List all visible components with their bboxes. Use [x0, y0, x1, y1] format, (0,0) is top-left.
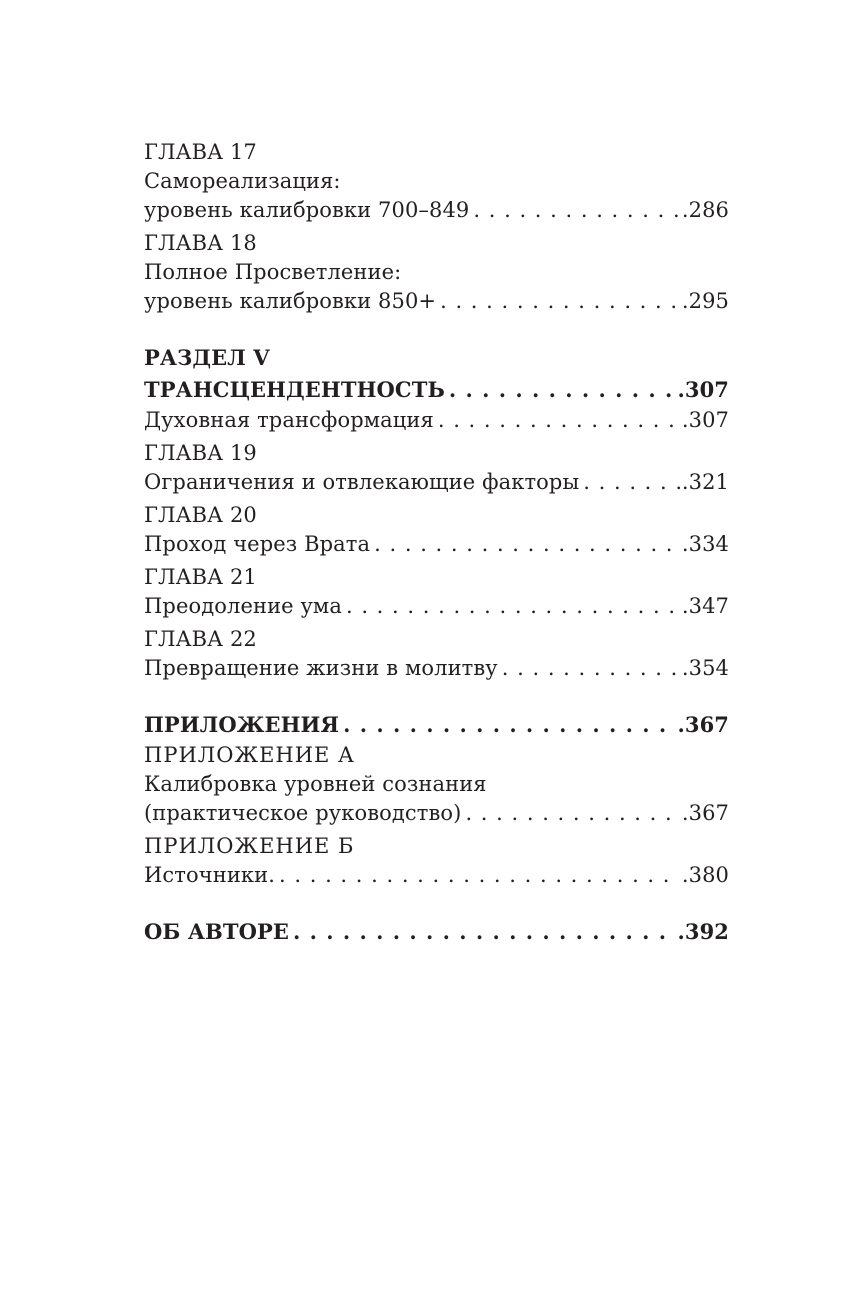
page-number: .392	[675, 916, 729, 948]
toc-entry[interactable]	[144, 530, 729, 559]
table-of-contents	[144, 138, 729, 948]
dot-leader	[473, 196, 679, 225]
dot-leader	[343, 709, 675, 741]
page-number: .321	[680, 468, 729, 497]
dot-leader	[465, 799, 679, 828]
chapter-label: ГЛАВА 17	[144, 140, 257, 164]
page-number: .347	[680, 592, 729, 621]
section-title: ПРИЛОЖЕНИЯ	[144, 709, 343, 741]
page-number: .367	[675, 709, 729, 741]
dot-leader	[279, 861, 680, 890]
dot-leader	[293, 916, 675, 948]
page-number: .354	[680, 654, 729, 683]
toc-entry[interactable]	[144, 916, 729, 948]
dot-leader	[346, 592, 680, 621]
dot-leader	[449, 374, 676, 406]
dot-leader	[438, 406, 680, 435]
entry-title: (практическое руководство)	[144, 799, 465, 828]
page-number: .334	[680, 530, 729, 559]
dot-leader	[374, 530, 680, 559]
entry-title: Духовная трансформация	[144, 406, 438, 435]
page-number: .367	[680, 799, 729, 828]
section-title: ОБ АВТОРЕ	[144, 916, 293, 948]
page-number: .380	[680, 861, 729, 890]
chapter-label: ГЛАВА 20	[144, 503, 257, 527]
dot-leader	[440, 287, 680, 316]
page-number: .295	[680, 287, 729, 316]
section-label: РАЗДЕЛ V	[144, 345, 270, 370]
page-number: .286	[680, 196, 729, 225]
entry-title: уровень калибровки 850+	[144, 287, 440, 316]
toc-entry[interactable]	[144, 709, 729, 741]
entry-title: Проход через Врата	[144, 530, 374, 559]
toc-entry[interactable]	[144, 861, 729, 890]
dot-leader	[583, 468, 680, 497]
entry-title: Ограничения и отвлекающие факторы	[144, 468, 583, 497]
chapter-label: ГЛАВА 18	[144, 231, 257, 255]
section-title: ТРАНСЦЕНДЕНТНОСТЬ	[144, 374, 449, 406]
entry-title: Превращение жизни в молитву	[144, 654, 502, 683]
entry-title: уровень калибровки 700–849	[144, 196, 473, 225]
appendix-label: ПРИЛОЖЕНИЕ Б	[144, 834, 355, 858]
toc-entry[interactable]	[144, 406, 729, 435]
chapter-label: ГЛАВА 22	[144, 627, 257, 651]
dot-leader	[502, 654, 680, 683]
entry-title: Источники.	[144, 861, 279, 890]
entry-title: Преодоление ума	[144, 592, 346, 621]
toc-entry[interactable]	[144, 468, 729, 497]
page-number: .307	[680, 406, 729, 435]
toc-entry[interactable]	[144, 196, 729, 225]
chapter-label: ГЛАВА 19	[144, 441, 257, 465]
chapter-title-line: Полное Просветление:	[144, 260, 402, 284]
chapter-label: ГЛАВА 21	[144, 565, 257, 589]
appendix-title-line: Калибровка уровней сознания	[144, 772, 487, 796]
chapter-title-line: Самореализация:	[144, 169, 341, 193]
toc-entry[interactable]	[144, 374, 729, 406]
toc-entry[interactable]	[144, 654, 729, 683]
toc-entry[interactable]	[144, 799, 729, 828]
toc-entry[interactable]	[144, 287, 729, 316]
toc-entry[interactable]	[144, 592, 729, 621]
appendix-label: ПРИЛОЖЕНИЕ А	[144, 743, 355, 767]
page-number: .307	[675, 374, 729, 406]
